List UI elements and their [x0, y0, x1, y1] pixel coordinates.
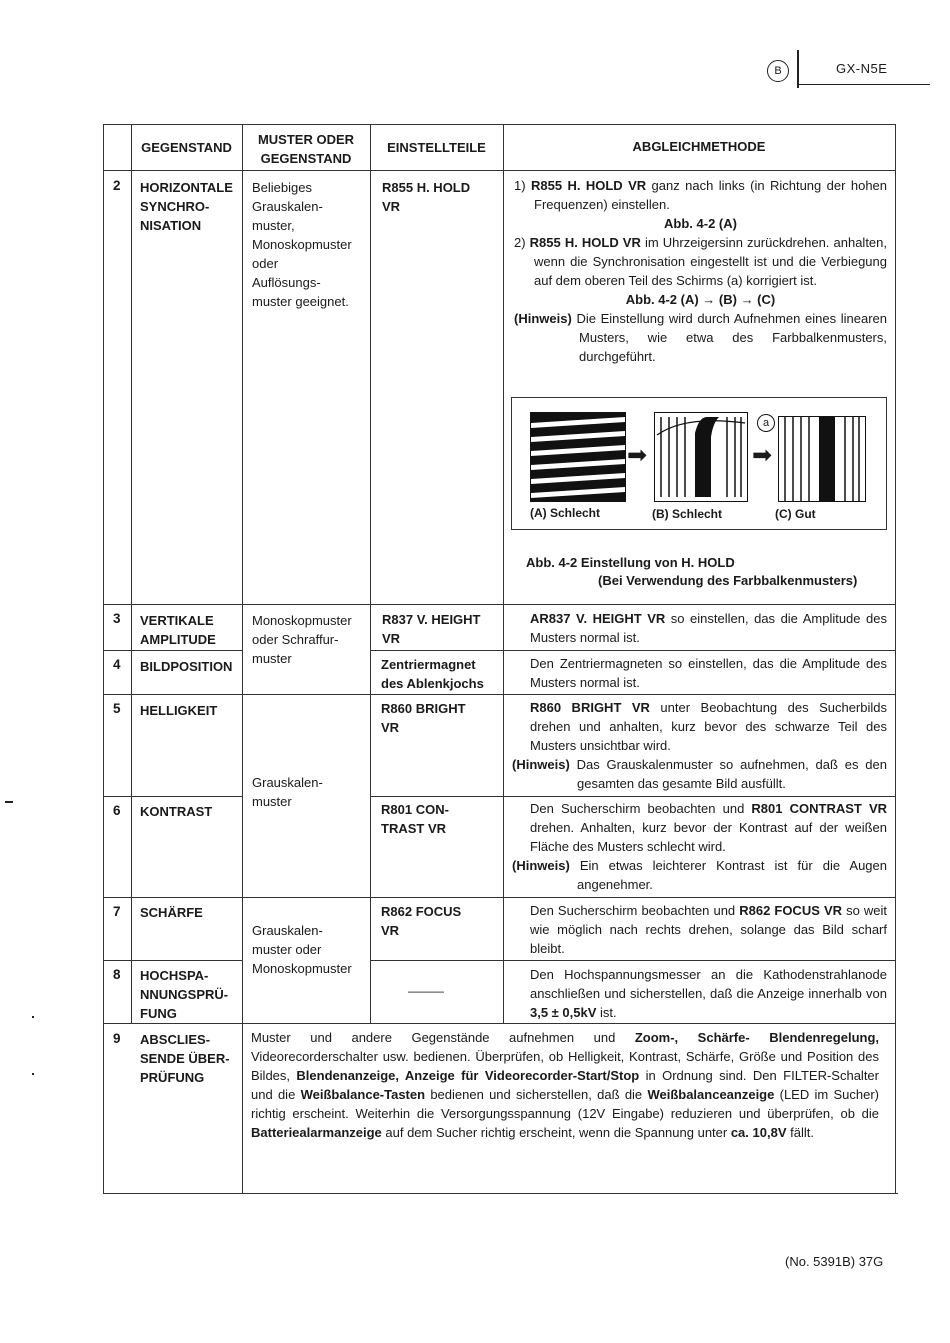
row-divider [370, 796, 896, 797]
figure-caption-sub: (Bei Verwendung des Farbbalkenmusters) [598, 573, 858, 588]
row-divider [103, 694, 896, 695]
row-topic: SCHÄRFE [140, 905, 203, 920]
label-c: (C) Gut [775, 507, 816, 521]
topic-column-border [242, 124, 243, 1194]
figure-caption: Abb. 4-2 Einstellung von H. HOLD [526, 555, 735, 570]
model-number: GX-N5E [836, 61, 888, 76]
row-divider [370, 650, 896, 651]
row-divider [103, 650, 242, 651]
row-number: 2 [113, 178, 121, 193]
row-divider [370, 960, 896, 961]
row-number: 9 [113, 1031, 121, 1046]
row-method: AR837 V. HEIGHT VR so einstellen, das die Amplitude des Musters normal ist. [530, 611, 887, 645]
row-adjustment-part: Zentriermagnet des Ablenkjochs [381, 657, 484, 691]
row-number: 6 [113, 803, 121, 818]
row-pattern: Beliebiges Grauskalen- muster, Monoskopmuster oder Auflösungs- muster geeignet. [252, 180, 352, 309]
header-underline [797, 84, 930, 85]
col-header-gegenstand: GEGENSTAND [141, 140, 232, 155]
row-adjustment-part: R801 CON- TRAST VR [381, 802, 449, 836]
row-topic: HELLIGKEIT [140, 703, 218, 718]
arrow-right-icon: ➡ [627, 442, 648, 469]
row-number: 3 [113, 611, 121, 626]
row-topic: KONTRAST [140, 804, 213, 819]
pattern-c-straight-bars [778, 416, 866, 502]
row-method: R860 BRIGHT VR unter Beobachtung des Sucherbilds drehen und anhalten, kurz bevor des schwarze Teil des Musters unsichtbar wird. (Hinweis) Das Grauskalenmuster so aufnehmen, daß es den gesamten das gesamte Bild ausfüllt. [512, 700, 887, 791]
col-header-einstellteile: EINSTELLTEILE [387, 140, 486, 155]
section-badge: B [767, 60, 789, 82]
row-number: 5 [113, 701, 121, 716]
row-method: Den Hochspannungsmesser an die Kathodenstrahlanode anschließen und sicherstellen, daß die Anzeige innerhalb von 3,5 ± 0,5kV ist. [530, 967, 887, 1020]
row-divider [103, 960, 242, 961]
figure-hhold [511, 397, 887, 530]
row-number: 8 [113, 967, 121, 982]
col-header-muster: MUSTER ODER GEGENSTAND [257, 132, 355, 166]
row-divider [103, 604, 896, 605]
row-topic: HORIZONTALE SYNCHRO- NISATION [140, 180, 233, 233]
header-bottom-border [103, 170, 896, 171]
muster-column-border [370, 124, 371, 1024]
arrow-right-icon: ➡ [752, 442, 773, 469]
teil-column-border [503, 124, 504, 1024]
row-method: Den Sucherschirm beobachten und R862 FOCUS VR so weit wie möglich nach rechts drehen, solange das Bild scharf bleibt. [530, 903, 887, 956]
row-pattern: Monoskopmuster oder Schraffur- muster [252, 613, 352, 666]
row-adjustment-part: R837 V. HEIGHT VR [382, 612, 481, 646]
col-header-methode: ABGLEICHMETHODE [632, 139, 766, 154]
row-topic: VERTIKALE AMPLITUDE [140, 613, 216, 647]
row-divider [103, 1023, 896, 1024]
row-number: 7 [113, 904, 121, 919]
table-bottom-border [103, 1193, 898, 1194]
table-right-border [895, 124, 896, 1194]
row-divider [103, 796, 242, 797]
row-method: 1) R855 H. HOLD VR ganz nach links (in Richtung der hohen Frequenzen) einstellen. Abb. 4-2 (A) 2) R855 H. HOLD VR im Uhrzeigersinn zurückdrehen. anhalten, wenn die Synchronisation eingestellt ist und die Verbiegung auf dem oberen Teil des Schirms (a) korrigiert ist. Abb. 4-2 (A) → (B) → (C) (Hinweis) Die Einstellung wird durch Aufnehmen eines linearen Musters, wie etwa des Farbbalkenmusters, durchgeführt. [514, 178, 888, 364]
pattern-a-slanted-stripes [530, 412, 626, 502]
row-pattern: Grauskalen- muster oder Monoskopmuster [252, 923, 352, 976]
page-footer: (No. 5391B) 37G [785, 1254, 884, 1269]
row-number: 4 [113, 657, 121, 672]
row-pattern: Grauskalen- muster [252, 775, 323, 809]
header-divider [797, 50, 799, 88]
row-method: Muster und andere Gegenstände aufnehmen und Zoom-, Schärfe- Blendenregelung, Videorecorderschalter usw. bedienen. Überprüfen, ob Helligkeit, Kontrast, Schärfe, Größe und Position des Bildes, Blendenanzeige, Anzeige für Videorecorder-Start/Stop in Ordnung sind. Den FILTER-Schalter und die Weißbalance-Tasten bedienen und sicherstellen, daß die Weißbalanceanzeige (LED im Sucher) richtig erscheint. Weiterhin die Versorgungsspannung (12V Eingabe) reduzieren und überprüfen, ob die Batteriealarmanzeige auf dem Sucher richtig erscheint, wenn die Spannung unter ca. 10,8V fällt. [251, 1030, 879, 1140]
no-part-dash: ——— [408, 984, 444, 998]
label-a: (A) Schlecht [530, 506, 601, 520]
callout-marker: a [757, 414, 775, 432]
row-adjustment-part: R860 BRIGHT VR [381, 701, 466, 735]
pattern-b-bent-bars [654, 412, 748, 502]
row-adjustment-part: R855 H. HOLD VR [382, 180, 471, 214]
scan-mark [32, 1016, 34, 1018]
row-topic: ABSCLIES- SENDE ÜBER- PRÜFUNG [140, 1032, 230, 1085]
row-topic: HOCHSPA- NNUNGSPRÜ- FUNG [140, 968, 229, 1021]
scan-mark [5, 801, 13, 803]
row-adjustment-part: R862 FOCUS VR [381, 904, 462, 938]
row-topic: BILDPOSITION [140, 659, 233, 674]
label-b: (B) Schlecht [652, 507, 723, 521]
row-divider [103, 897, 896, 898]
table-left-border [103, 124, 104, 1194]
scan-mark [32, 1073, 34, 1075]
table-top-border [103, 124, 896, 125]
num-column-border [131, 124, 132, 1024]
row-method: Den Sucherschirm beobachten und R801 CONTRAST VR drehen. Anhalten, kurz bevor der Kontrast auf der weißen Fläche des Musters schlecht wird. (Hinweis) Ein etwas leichterer Kontrast ist für die Augen angenehmer. [512, 801, 888, 892]
row-method: Den Zentriermagneten so einstellen, das die Amplitude des Musters normal ist. [530, 656, 887, 690]
